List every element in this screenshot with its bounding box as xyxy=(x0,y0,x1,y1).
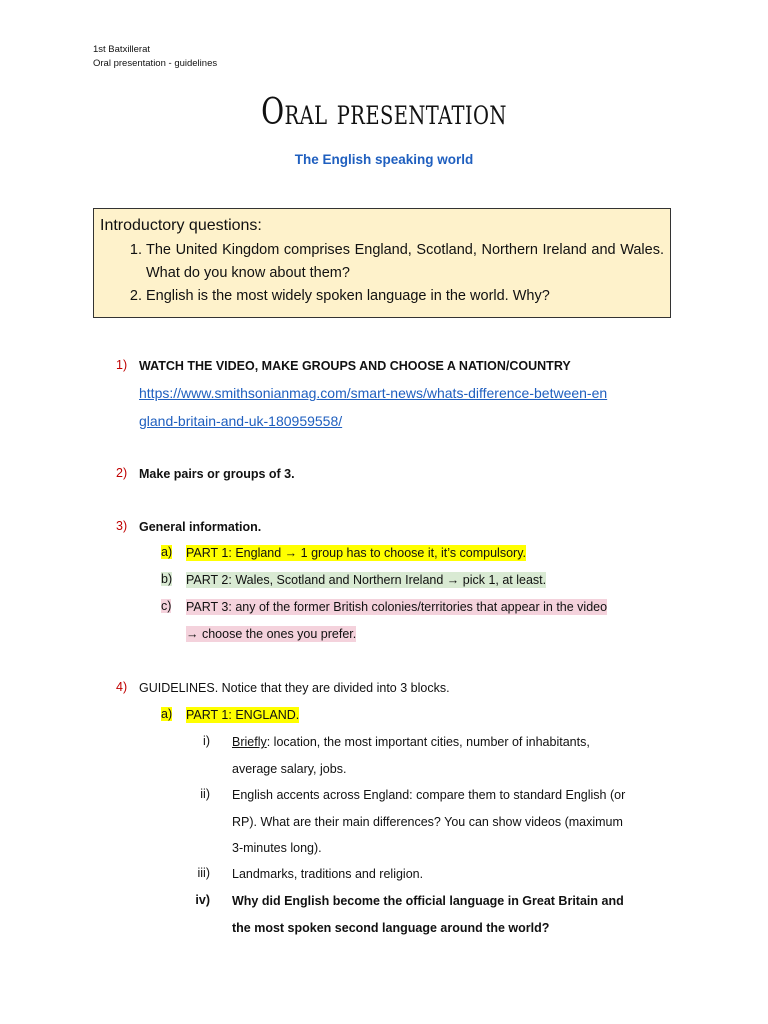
intro-heading: Introductory questions: xyxy=(100,217,262,234)
guideline-iv: Why did English become the official language in Great Britain and xyxy=(232,894,624,908)
intro-question-list xyxy=(100,239,664,308)
intro-question: 2. English is the most widely spoken language in the world. Why? xyxy=(146,285,664,308)
guideline-i-emphasis: Briefly xyxy=(232,735,267,749)
sub-letter: a) xyxy=(161,707,173,721)
roman-numeral: iv) xyxy=(195,893,210,907)
part-3-text: PART 3: any of the former British colonies/territories that appear in the video xyxy=(186,600,608,614)
guideline-i-rest: : location, the most important cities, number of inhabitants, xyxy=(266,735,590,749)
guideline-ii: English accents across England: compare them to standard English (or xyxy=(232,788,626,802)
guideline-i xyxy=(232,734,590,750)
sub-letter: a) xyxy=(161,545,173,559)
part-1-text: PART 1: England → 1 group has to choose it, it’s compulsory. xyxy=(186,546,526,560)
step-1-text: WATCH THE VIDEO, MAKE GROUPS AND CHOOSE A NATION/COUNTRY xyxy=(139,359,571,373)
step-number: 4) xyxy=(116,680,128,694)
document-header xyxy=(93,43,217,71)
step-3-text: General information. xyxy=(139,520,262,534)
roman-numeral: iii) xyxy=(197,866,210,880)
part-2-text: PART 2: Wales, Scotland and Northern Ireland → pick 1, at least. xyxy=(186,573,547,587)
step-4-text: GUIDELINES. Notice that they are divided into 3 blocks. xyxy=(139,681,450,695)
sub-letter: c) xyxy=(161,599,172,613)
intro-question: 1. The United Kingdom comprises England, Scotland, Northern Ireland and Wales. What do you know about them? xyxy=(146,239,664,285)
video-link-line1[interactable]: https://www.smithsonianmag.com/smart-news/whats-difference-between-en xyxy=(139,385,608,401)
part-3-text-cont: → choose the ones you prefer. xyxy=(186,627,357,641)
guideline-iv-cont: the most spoken second language around the world? xyxy=(232,921,550,935)
page-subtitle: The English speaking world xyxy=(294,152,474,167)
header-doc-name: Oral presentation - guidelines xyxy=(93,58,218,69)
guideline-i-cont: average salary, jobs. xyxy=(232,762,347,776)
step-2-text: Make pairs or groups of 3. xyxy=(139,467,295,481)
guideline-ii-cont: 3-minutes long). xyxy=(232,841,322,855)
guideline-iii: Landmarks, traditions and religion. xyxy=(232,867,424,881)
part-1-heading: PART 1: ENGLAND. xyxy=(186,708,300,722)
intro-box xyxy=(93,208,671,318)
roman-numeral: ii) xyxy=(200,787,210,801)
page-title: Oral presentation xyxy=(261,92,507,133)
header-course: 1st Batxillerat xyxy=(93,44,151,55)
step-number: 3) xyxy=(116,519,128,533)
guideline-ii-cont: RP). What are their main differences? You can show videos (maximum xyxy=(232,815,623,829)
roman-numeral: i) xyxy=(203,734,210,748)
video-link-line2[interactable]: gland-britain-and-uk-180959558/ xyxy=(139,413,343,429)
step-number: 1) xyxy=(116,358,128,372)
sub-letter: b) xyxy=(161,572,173,586)
step-number: 2) xyxy=(116,466,128,480)
